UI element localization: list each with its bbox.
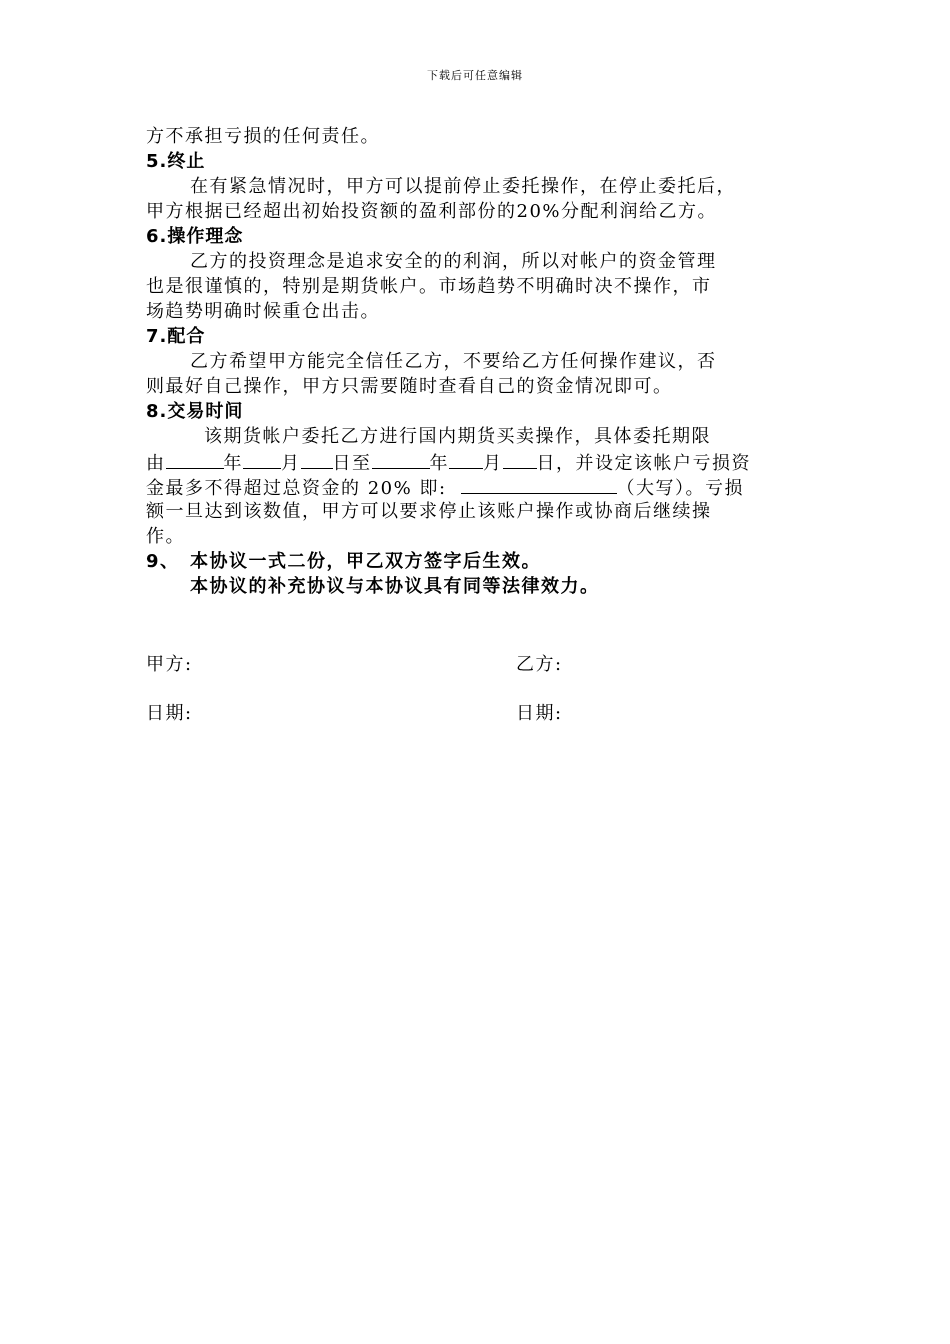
start-day-blank[interactable]: [301, 449, 333, 469]
date-b-label: 日期:: [516, 703, 563, 724]
text-fragment: 年: [223, 453, 243, 474]
start-month-blank[interactable]: [243, 449, 281, 469]
paragraph-line: 额一旦达到该数值，甲方可以要求停止该账户操作或协商后继续操: [146, 501, 712, 522]
section-6-heading: 6.操作理念: [146, 226, 244, 247]
party-b-label: 乙方:: [516, 654, 563, 675]
end-year-blank[interactable]: [372, 449, 430, 469]
paragraph-line: 该期货帐户委托乙方进行国内期货买卖操作，具体委托期限: [204, 426, 711, 447]
text-fragment: 日至: [332, 453, 372, 474]
loss-limit-line: [146, 474, 816, 499]
text-fragment: 由: [146, 453, 166, 474]
start-year-blank[interactable]: [166, 449, 224, 469]
text-fragment: 月: [281, 453, 301, 474]
date-a-label: 日期:: [146, 703, 193, 724]
loss-amount-blank[interactable]: [461, 474, 617, 494]
clause-9-text: 本协议一式二份，甲乙双方签字后生效。: [190, 551, 541, 572]
clause-9-line-2: 本协议的补充协议与本协议具有同等法律效力。: [190, 576, 600, 597]
paragraph-line: 作。: [146, 526, 185, 547]
paragraph-line: 在有紧急情况时，甲方可以提前停止委托操作，在停止委托后，: [190, 176, 736, 197]
paragraph-line: 也是很谨慎的，特别是期货帐户。市场趋势不明确时决不操作，市: [146, 276, 712, 297]
paragraph-line: 甲方根据已经超出初始投资额的盈利部份的20%分配利润给乙方。: [146, 201, 718, 222]
section-7-heading: 7.配合: [146, 326, 206, 347]
text-fragment: 年: [429, 453, 449, 474]
header-note: 下载后可任意编辑: [427, 69, 523, 82]
paragraph-line: 乙方的投资理念是追求安全的的利润，所以对帐户的资金管理: [190, 251, 717, 272]
end-day-blank[interactable]: [503, 449, 537, 469]
paragraph-line: 则最好自己操作，甲方只需要随时查看自己的资金情况即可。: [146, 376, 673, 397]
paragraph-line: 方不承担亏损的任何责任。: [146, 126, 380, 147]
section-5-heading: 5.终止: [146, 151, 206, 172]
paragraph-line: 乙方希望甲方能完全信任乙方，不要给乙方任何操作建议，否: [190, 351, 717, 372]
clause-9-number: 9、: [146, 551, 180, 572]
section-8-heading: 8.交易时间: [146, 401, 244, 422]
text-fragment: 金最多不得超过总资金的 20% 即:: [146, 478, 447, 499]
party-a-label: 甲方:: [146, 654, 193, 675]
end-month-blank[interactable]: [449, 449, 483, 469]
paragraph-line: 场趋势明确时候重仓出击。: [146, 301, 380, 322]
clause-9-line-1: [146, 549, 816, 574]
text-fragment: （大写）。亏损: [616, 478, 745, 499]
date-range-line: [146, 449, 816, 474]
text-fragment: 日，并设定该帐户亏损资: [536, 453, 751, 474]
text-fragment: 月: [483, 453, 503, 474]
contract-body: [146, 124, 816, 599]
